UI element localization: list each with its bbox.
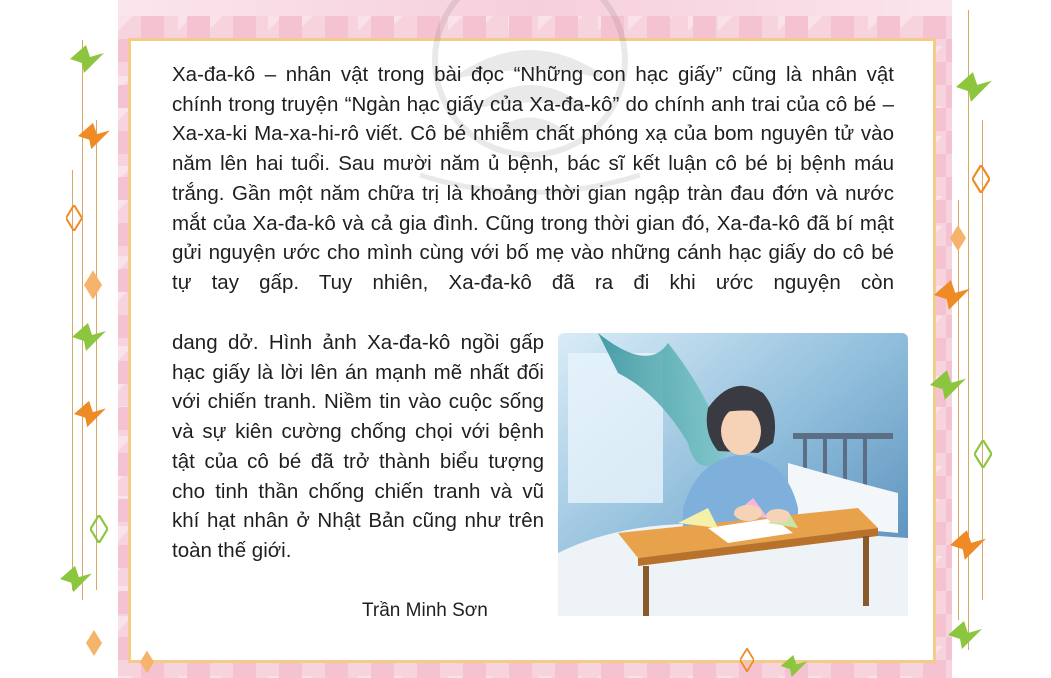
- diamond-ornament-icon: [974, 440, 992, 468]
- paper-crane-icon: [74, 400, 106, 428]
- diamond-ornament-icon: [740, 648, 754, 672]
- diamond-ornament-icon: [972, 165, 990, 193]
- left-string-3: [72, 170, 73, 590]
- diamond-ornament-icon: [90, 515, 108, 543]
- paper-crane-icon: [948, 620, 982, 650]
- diamond-ornament-icon: [140, 650, 154, 674]
- diamond-ornament-icon: [950, 225, 966, 251]
- passage-side-text: dang dở. Hình ảnh Xa-đa-kô ngồi gấp hạc giấy là lời lên án mạnh mẽ nhất đối với chiến tranh. Niềm tin vào cuộc sống và sự kiên cường chống chọi với bệnh tật của cô bé đã trở thành biểu tượng cho tinh thần chống chiến tranh và vũ khí hạt nhân ở Nhật Bản cũng như trên toàn thế giới.: [172, 331, 544, 562]
- author-name: Trần Minh Sơn: [362, 600, 488, 621]
- paper-crane-icon: [60, 565, 92, 593]
- paper-crane-icon: [72, 322, 106, 352]
- paper-crane-icon: [930, 370, 966, 400]
- diamond-ornament-icon: [84, 270, 102, 300]
- diamond-ornament-icon: [86, 630, 102, 656]
- diamond-ornament-icon: [66, 205, 82, 231]
- girl-face: [721, 407, 761, 455]
- paper-crane-icon: [780, 655, 808, 677]
- paper-crane-icon: [956, 72, 992, 102]
- passage-main-text: Xa-đa-kô – nhân vật trong bài đọc “Những con hạc giấy” cũng là nhân vật chính trong truyện “Ngàn hạc giấy của Xa-đa-kô” do chính anh trai của cô bé – Xa-xa-ki Ma-xa-hi-rô viết. Cô bé nhiễm chất phóng xạ của bom nguyên tử vào năm lên hai tuổi. Sau mười năm ủ bệnh, bác sĩ kết luận cô bé bị bệnh máu trắng. Gần một năm chữa trị là khoảng thời gian ngập tràn đau đớn và nước mắt của Xa-đa-kô và cả gia đình. Cũng trong thời gian đó, Xa-đa-kô đã bí mật gửi nguyện ước cho mình cùng với bố mẹ vào những cánh hạc giấy do cô bé tự tay gấp. Tuy nhiên, Xa-đa-kô đã ra đi khi ước nguyện còn: [172, 63, 894, 294]
- paper-crane-icon: [950, 530, 986, 560]
- paper-crane-icon: [78, 122, 110, 150]
- paper-crane-icon: [70, 45, 104, 73]
- paper-crane-icon: [934, 280, 970, 310]
- girl-folding-cranes-illustration: [558, 333, 908, 616]
